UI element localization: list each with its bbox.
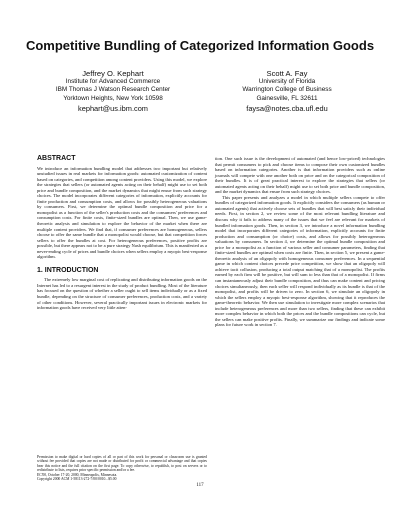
paper-title: Competitive Bundling of Categorized Information Goods	[25, 38, 375, 53]
author-affiliation: Yorktown Heights, New York 10598	[63, 94, 163, 102]
author-affiliation: Institute for Advanced Commerce	[65, 78, 161, 86]
body-paragraph: tion. One such issue is the development of automated (and hence low-priced) technologies that permit consumers to pick and choose items to compose their own customized bundles based on information categories. Another is that information providers such as online journals will compete with one another both on price and on the categorical composition of their bundles. It is of great practical interest to explore the strategies that sellers (or automated agents acting on their behalf) might use to set both price and bundle composition, and the market dynamics that ensue from such strategy choices.	[215, 156, 385, 195]
body-paragraph: This paper presents and analyzes a model in which multiple sellers compete to offer bundles of categorized information goods. It explicitly considers the consumers (as human or automated agents) that actively choose sets of bundles that will best satisfy their individual needs. First, in section 2, we review some of the most relevant bundling literature and discuss why it fails to address many of the issues that we feel are relevant for markets of bundled information goods. Then, in section 3, we introduce a novel information bundling model that incorporates different categories of information, explicitly accounts for finite production and consumption (or choice) costs, and allows for possibly heterogeneous valuations by consumers. In section 4, we determine the optimal bundle composition and price for a monopolist as a function of various seller and consumer parameters, finding that finite-sized bundles are optimal when costs are finite. Then, in section 5, we present a game-theoretic analysis of an oligopoly with homogeneous consumer preferences. In a sequential game in which content choices precede price competition, we show that an oligopoly will achieve tacit collusion, producing a total output matching that of a monopolist. The profits earned by each firm will be positive, but will sum to less than that of a monopolist. If firms can instantaneously adjust their bundle composition, and thus can make content and pricing choices simultaneously, then each seller will respond individually as its bundle is that of the monopolist, and profits will be driven to zero. In section 6, we simulate an oligopoly in which the sellers employ a myopic best-response algorithm, showing that it reproduces the game-theoretic behavior. We then use simulation to investigate more complex scenarios that include heterogeneous preferences and more than two sellers, finding that these can exhibit more complex behavior in which both the prices and the bundle compositions can cycle, but the sellers can make positive profits. Finally, we summarize our findings and indicate some plans for future work in section 7.	[215, 194, 385, 328]
author-affiliation: Warrington College of Business	[242, 86, 332, 94]
author-name: Scott A. Fay	[266, 69, 308, 78]
section-heading-introduction: 1. INTRODUCTION	[37, 266, 99, 274]
right-column	[215, 156, 385, 328]
author-name: Jeffrey O. Kephart	[82, 69, 144, 78]
copyright-footnote: Permission to make digital or hard copies of all or part of this work for personal or classroom use is granted without fee provided that copies are not made or distributed for profit or commercial advantage and that copies bear this notice and the full citation on the first page. To copy otherwise, to republish, to post on servers or to redistribute to lists, requires prior specific permission and/or a fee. EC'00, October 17-20, 2000, Minneapolis, Minnesota. Copyright 2000 ACM 1-58113-272-7/00/0010...$5.00	[37, 455, 207, 482]
author-affiliation: Gainesville, FL 32611	[256, 94, 318, 102]
author-affiliation: University of Florida	[258, 78, 316, 86]
left-column	[37, 156, 207, 311]
author-affiliation: IBM Thomas J Watson Research Center	[55, 86, 171, 94]
author-block-2	[192, 70, 382, 113]
author-block-1	[18, 70, 208, 113]
abstract-heading: ABSTRACT	[37, 155, 76, 162]
author-email: kephart@us.ibm.com	[78, 103, 148, 113]
author-email: faysa@notes.cba.ufl.edu	[246, 103, 328, 113]
abstract-text: We introduce an information bundling model that addresses two important but relatively unstudied issues in real markets for information goods: automated customization of content based on categories, and competition among content providers. Using this model, we explore the strategies that sellers (or automated agents acting on their behalf) might use to set both price and bundle composition, and the market dynamics that might ensue from such strategy choices. The model incorporates different categories of information, explicitly accounts for finite production and consumption costs, and allows for possibly heterogeneous valuations by consumers. First, we determine the optimal bundle composition and price for a monopolist as a function of the seller's production costs and the consumers' preferences and consumption costs. For finite costs, finite-sized bundles are optimal. Then, we use game-theoretic analysis and simulation to explore the behavior of the market when there are multiple content providers. We find that, if consumer preferences are homogeneous, sellers choose to offer the same bundle that a monopolist would choose, but that competition forces sellers to offer the bundles at cost. For heterogeneous preferences, positive profits are possible, but there appears not to be a pure strategy Nash equilibrium. This is manifested as a never-ending cycle of prices and bundle choices when sellers employ a myopic best-response algorithm.	[37, 165, 207, 260]
intro-paragraph: The extremely low marginal cost of replicating and distributing information goods on the Internet has led to a resurgent interest in the study of product bundling. Most of the literature has focused on the question of whether a seller ought to sell items individually or as a fixed bundle, depending on the structure of consumer preferences, production costs, and a variety of other conditions. However, several practically important issues in electronic markets for information goods have received very little atten-	[37, 277, 207, 311]
page-number: 117	[196, 483, 204, 488]
